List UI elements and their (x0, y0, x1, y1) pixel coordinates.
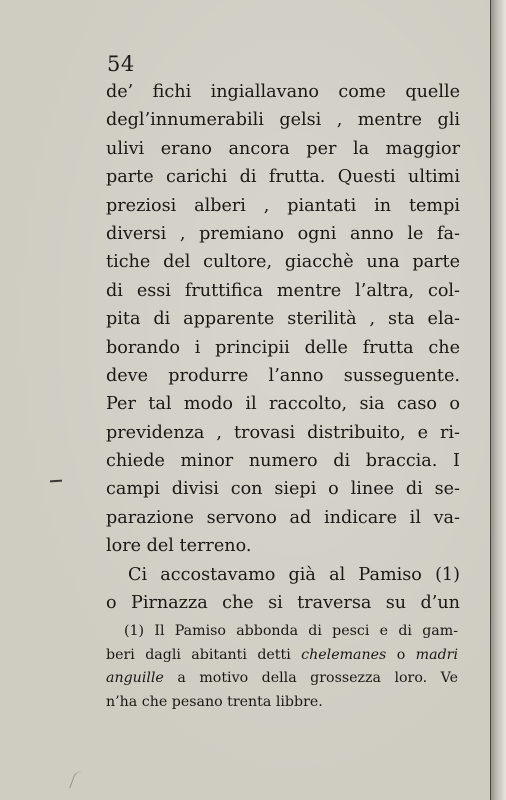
body-text (106, 78, 460, 617)
footnote-italic-term: anguille (106, 670, 164, 687)
footnote-line (106, 667, 458, 691)
text-line: di essi fruttifica mentre l’altra, col- (106, 280, 460, 301)
text-line: Per tal modo il raccolto, sia caso o (106, 394, 460, 415)
text-line: o Pirnazza che si traversa su d’un (106, 593, 460, 614)
text-line: parte carichi di frutta. Questi ultimi (106, 167, 460, 188)
text-line: degl’innumerabili gelsi , mentre gli (106, 110, 460, 131)
footnote-line (106, 644, 458, 668)
footnote-text: o (386, 646, 416, 663)
text-line: pita di apparente sterilità , sta ela- (106, 309, 460, 330)
footnote-italic-term: madri (415, 646, 458, 663)
text-line: previdenza , trovasi distribuito, e ri- (106, 422, 460, 443)
footnote-line: (1) Il Pamiso abbonda di pesci e di gam- (124, 623, 458, 639)
text-line: campi divisi con siepi o linee di se- (106, 479, 460, 500)
footnote-line: n’ha che pesano trenta libbre. (106, 693, 323, 710)
text-line: ulivi erano ancora per la maggior (106, 138, 460, 159)
page-edge (490, 0, 506, 800)
text-line: preziosi alberi , piantati in tempi (106, 195, 460, 216)
text-line: tiche del cultore, giacchè una parte (106, 252, 460, 273)
text-line: diversi , premiano ogni anno le fa- (106, 223, 460, 244)
text-line: de’ fichi ingiallavano come quelle (106, 82, 460, 102)
text-line: chiede minor numero di braccia. I (106, 451, 460, 472)
text-line: parazione servono ad indicare il va- (106, 507, 460, 528)
footnote (106, 620, 458, 714)
footnote-text: beri dagli abitanti detti (106, 646, 302, 663)
footnote-italic-term: chelemanes (301, 646, 387, 663)
page-number: 54 (107, 52, 135, 76)
text-line: borando i principii delle frutta che (106, 337, 460, 358)
text-line: lore del terreno. (106, 536, 252, 557)
page-corner-mark (69, 769, 94, 794)
text-line: deve produrre l’anno susseguente. (106, 365, 460, 386)
footnote-text: a motivo della grossezza loro. Ve (163, 670, 458, 687)
page-edge-line (490, 0, 491, 800)
text-line: Ci accostavamo già al Pamiso (1) (128, 564, 460, 585)
margin-mark (50, 480, 62, 483)
